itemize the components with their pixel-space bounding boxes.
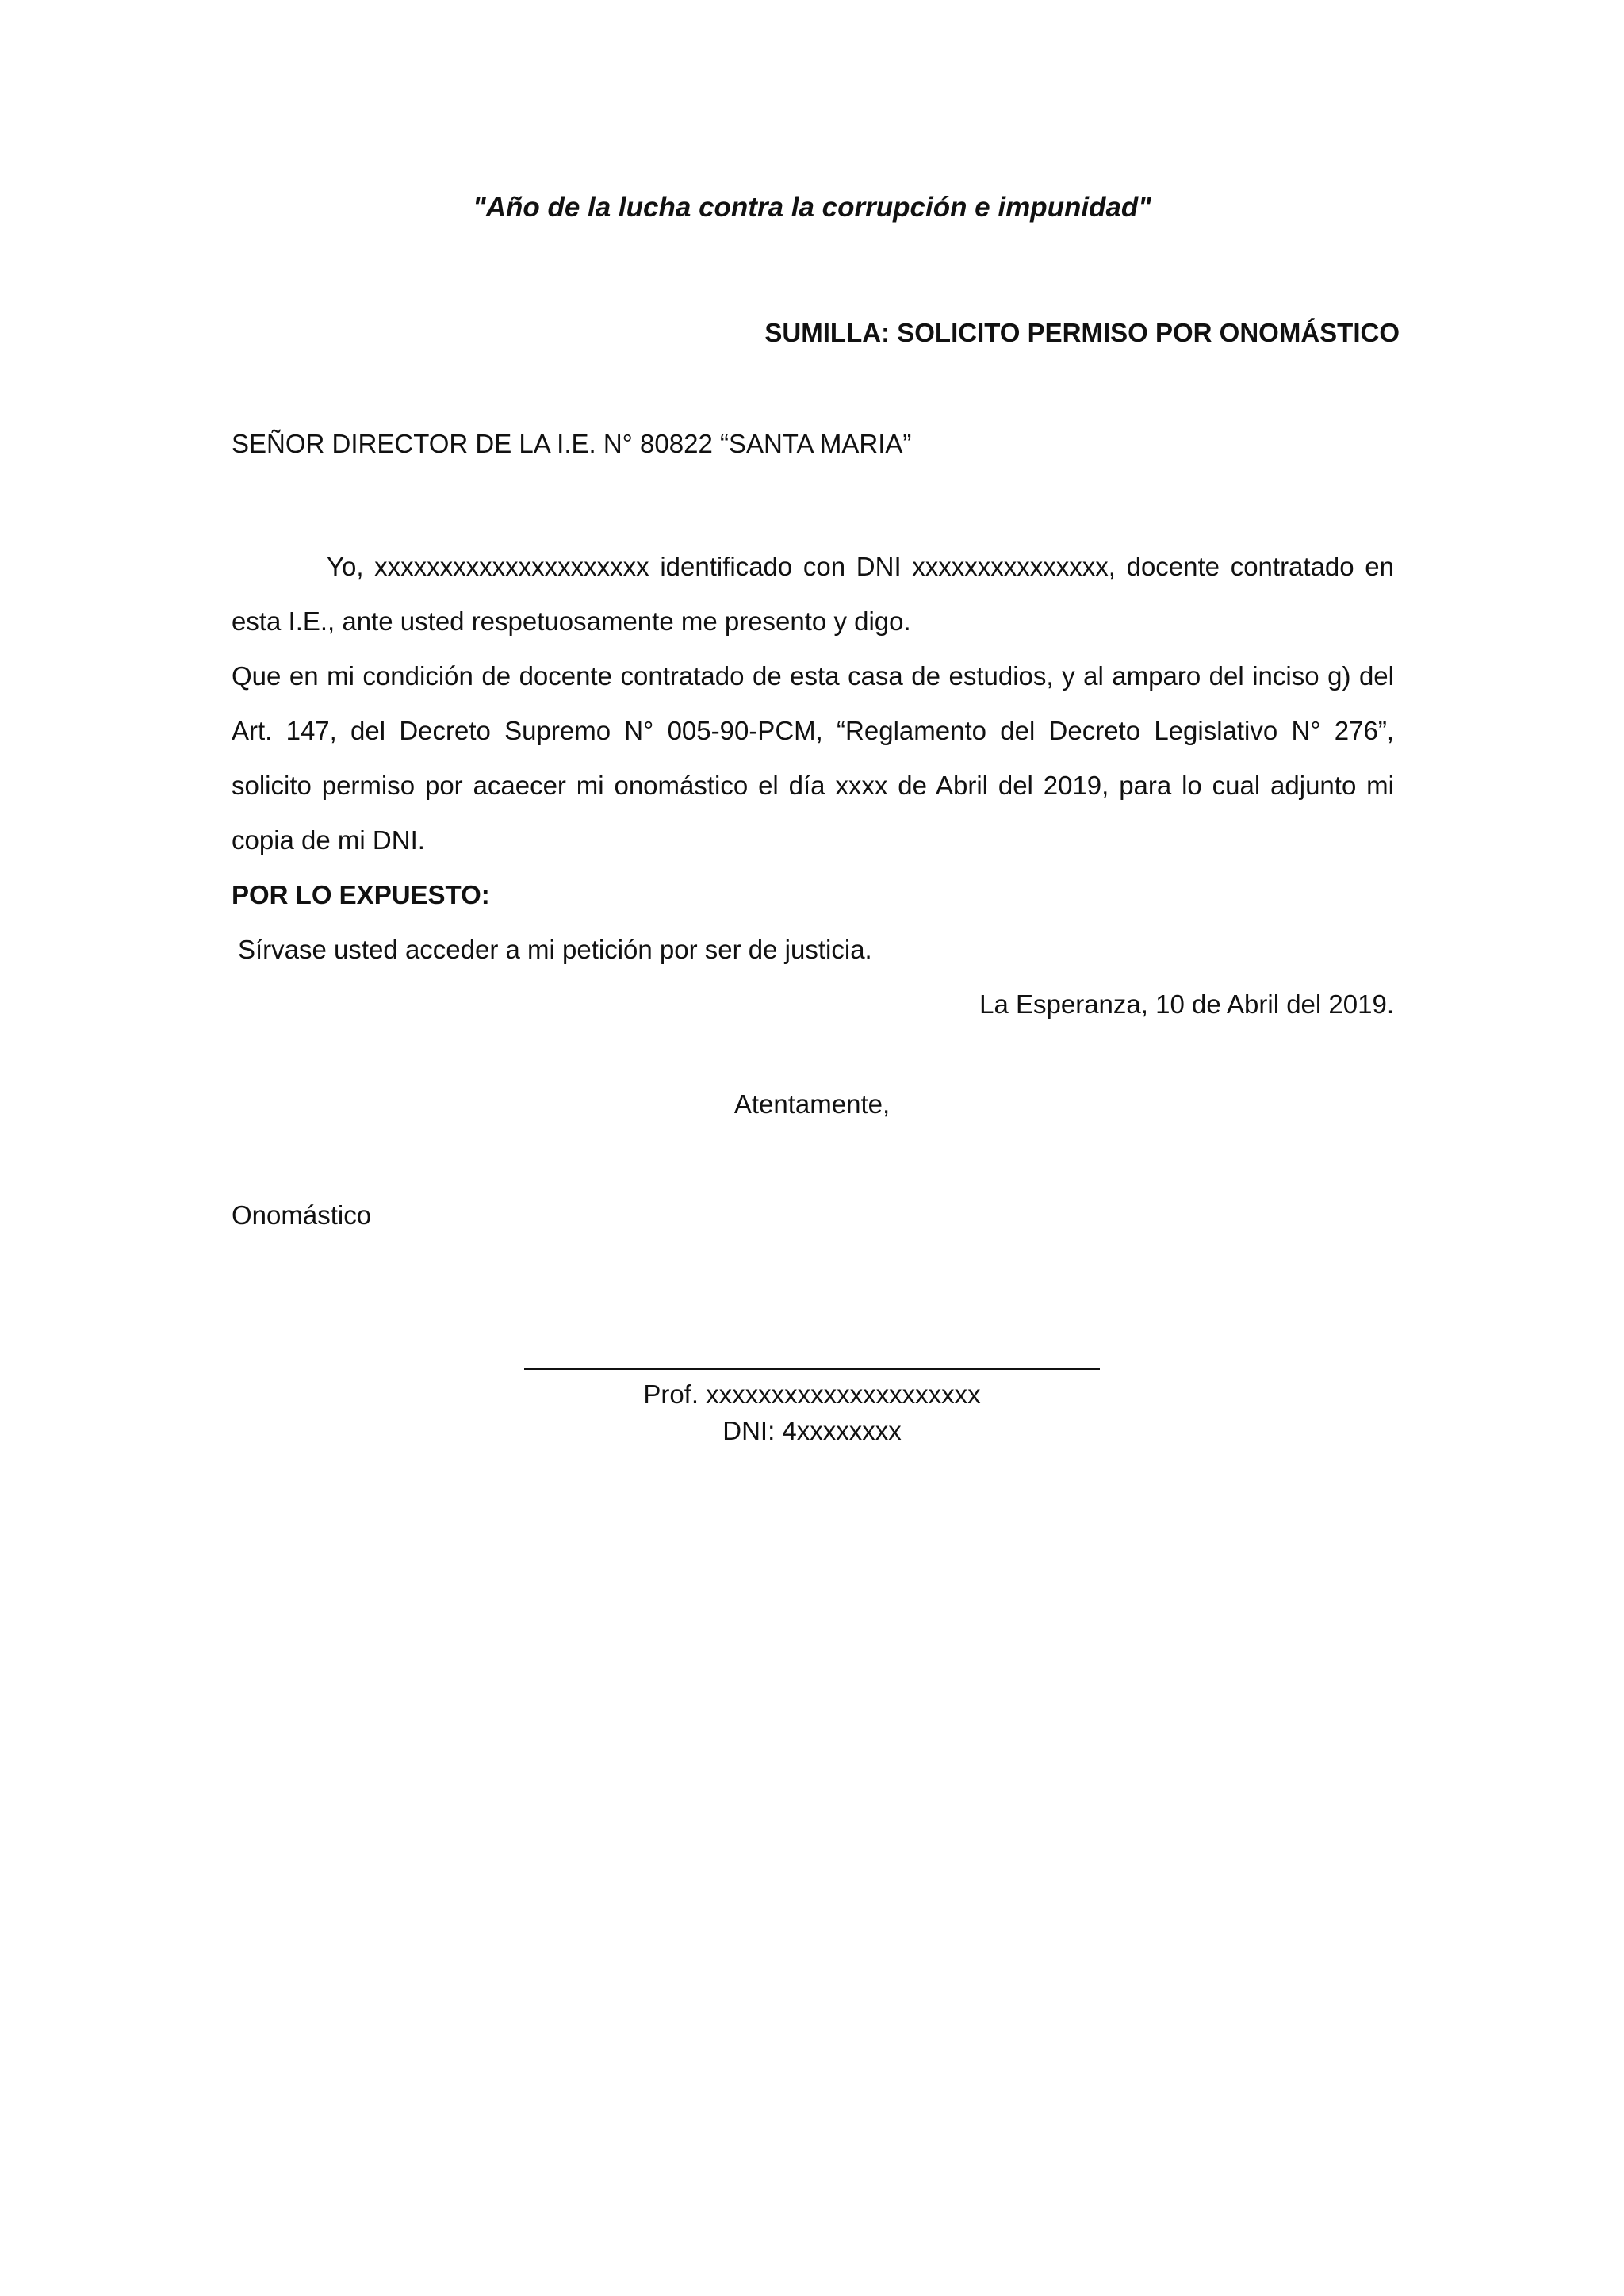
place-date: La Esperanza, 10 de Abril del 2019. — [979, 989, 1394, 1019]
petition-sentence: Sírvase usted acceder a mi petición por ser de justicia. — [238, 935, 872, 964]
document-motto: "Año de la lucha contra la corrupción e impunidad" — [473, 192, 1151, 223]
signature-line — [524, 1364, 1100, 1370]
letter-body — [232, 539, 1394, 1031]
intro-paragraph: Yo, xxxxxxxxxxxxxxxxxxxxx identificado con DNI xxxxxxxxxxxxxxx, docente contratado en esta I.E., ante usted respetuosamente me presento y digo. — [232, 552, 1394, 636]
signer-name: Prof. xxxxxxxxxxxxxxxxxxxxx — [643, 1380, 981, 1409]
sender-label: Onomástico — [232, 1200, 372, 1230]
request-paragraph: Que en mi condición de docente contratado de esta casa de estudios, y al amparo del inciso g) del Art. 147, del Decreto Supremo N° 005-90-PCM, “Reglamento del Decreto Legislativo N° 276”, solicito permiso por acaecer mi onomástico el día xxxx de Abril del 2019, para lo cual adjunto mi copia de mi DNI. — [232, 661, 1394, 855]
addressee-line: SEÑOR DIRECTOR DE LA I.E. N° 80822 “SANTA MARIA” — [232, 429, 912, 458]
signature-block — [0, 1364, 1624, 1449]
expuesto-heading: POR LO EXPUESTO: — [232, 880, 490, 909]
closing-salutation: Atentamente, — [733, 1089, 891, 1119]
signer-dni: DNI: 4xxxxxxxx — [722, 1416, 902, 1445]
sumilla-heading: SUMILLA: SOLICITO PERMISO POR ONOMÁSTICO — [764, 318, 1400, 347]
